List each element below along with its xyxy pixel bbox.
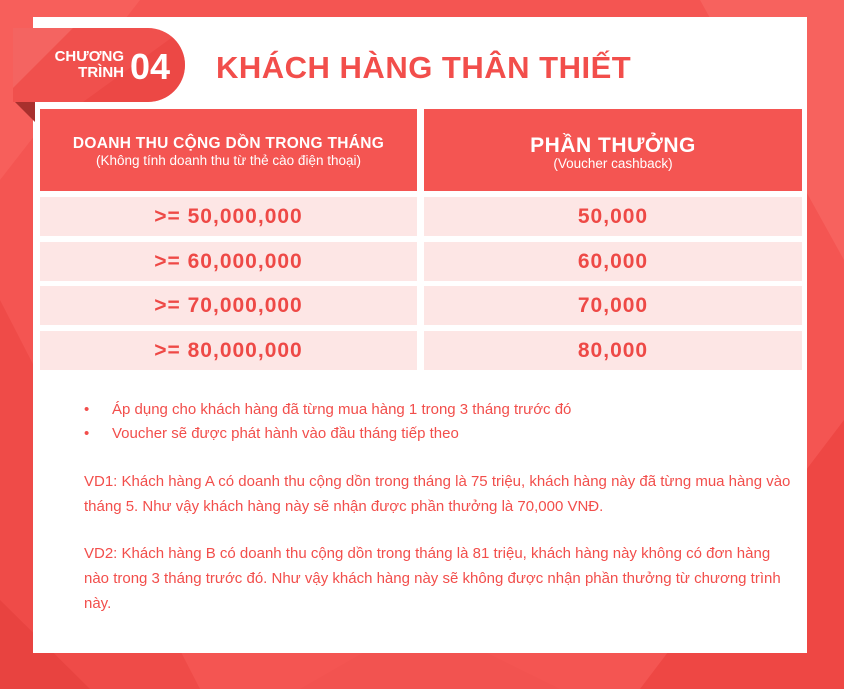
- list-item: [84, 398, 571, 422]
- example-2: VD2: Khách hàng B có doanh thu cộng dồn trong tháng là 81 triệu, khách hàng này không có đơn hàng nào trong 3 tháng trước đó. Như vậy khách hàng này sẽ không được nhận phần thưởng từ chương trình này.: [84, 545, 781, 612]
- badge-number: 04: [130, 46, 171, 87]
- header-reward-note: (Voucher cashback): [553, 156, 673, 171]
- bullet-icon: •: [84, 401, 90, 418]
- condition-text: Áp dụng cho khách hàng đã từng mua hàng 1 trong 3 tháng trước đó: [112, 401, 572, 418]
- table-cell-revenue: >= 80,000,000: [40, 331, 417, 370]
- example-1: VD1: Khách hàng A có doanh thu cộng dồn trong tháng là 75 triệu, khách hàng này đã từng mua hàng vào tháng 5. Như vậy khách hàng này sẽ nhận được phần thưởng là 70,000 VNĐ.: [84, 473, 791, 515]
- list-item: [84, 422, 571, 446]
- program-badge: [13, 28, 185, 102]
- table-cell-reward: 70,000: [424, 286, 802, 325]
- badge-label-line1: CHƯƠNG: [54, 48, 124, 65]
- conditions-list: [84, 398, 571, 446]
- table-cell-reward: 50,000: [424, 197, 802, 236]
- table-cell-revenue: >= 50,000,000: [40, 197, 417, 236]
- table-cell-reward: 80,000: [424, 331, 802, 370]
- table-header-reward: [424, 109, 802, 191]
- table-cell-reward: 60,000: [424, 242, 802, 281]
- badge-label: [24, 49, 124, 81]
- condition-text: Voucher sẽ được phát hành vào đầu tháng tiếp theo: [112, 425, 459, 442]
- table-cell-revenue: >= 70,000,000: [40, 286, 417, 325]
- header-revenue-title: DOANH THU CỘNG DỒN TRONG THÁNG: [72, 135, 385, 152]
- badge-fold: [13, 100, 35, 122]
- page-title: KHÁCH HÀNG THÂN THIẾT: [216, 50, 632, 85]
- badge-label-line2: TRÌNH: [78, 64, 124, 81]
- bullet-icon: •: [84, 425, 90, 442]
- table-header-revenue: [40, 109, 417, 191]
- header-revenue-note: (Không tính doanh thu từ thẻ cào điện thoại): [96, 153, 361, 168]
- header-reward-title: PHẦN THƯỞNG: [530, 134, 696, 157]
- table-cell-revenue: >= 60,000,000: [40, 242, 417, 281]
